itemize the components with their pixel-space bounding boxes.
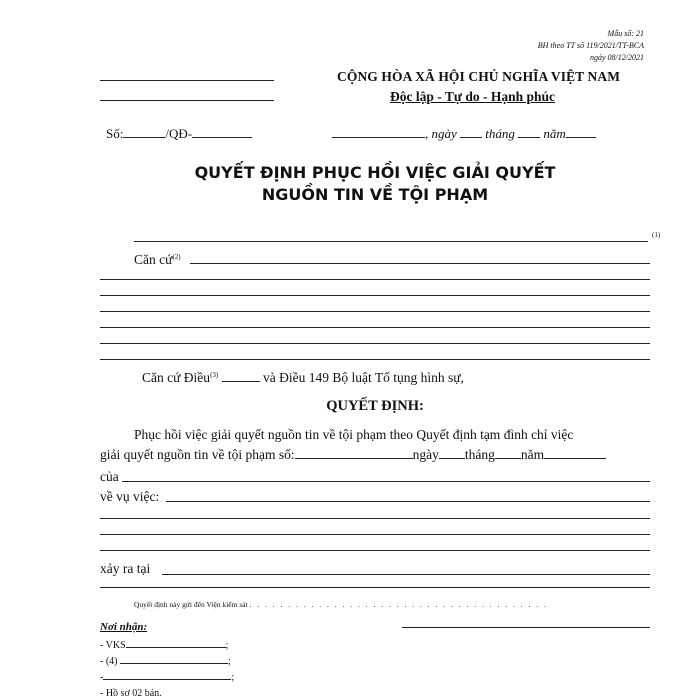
- form-number-line3: ngày 08/12/2021: [590, 53, 644, 62]
- date-thang: tháng: [485, 126, 515, 141]
- can-cu-text: Căn cứ: [134, 252, 173, 267]
- xay-ra-line-0: [162, 574, 650, 575]
- signature-line: [402, 627, 650, 628]
- decision-heading: QUYẾT ĐỊNH:: [326, 398, 424, 414]
- can-cu-line-2: [100, 295, 650, 296]
- nation-title: CỘNG HÒA XÃ HỘI CHỦ NGHĨA VIỆT NAM: [337, 69, 621, 84]
- vu-viec-line-1: [100, 518, 650, 519]
- recipient-3: - ;: [100, 672, 235, 683]
- paragraph-line-2: [100, 447, 606, 463]
- vu-viec-line-2: [100, 534, 650, 535]
- para-nam: năm: [520, 447, 545, 462]
- can-cu-dieu-text: Căn cứ Điều: [142, 370, 211, 385]
- note-2: (2): [172, 253, 181, 261]
- note-3: (3): [210, 371, 219, 379]
- date-nam: năm: [543, 126, 566, 141]
- recipient-1: - VKS ;: [100, 640, 229, 651]
- can-cu-label: [134, 252, 181, 268]
- recipient-2: - (4) ;: [100, 656, 231, 667]
- motto: Độc lập - Tự do - Hạnh phúc: [390, 89, 556, 104]
- can-cu-dieu-rest: và Điều 149 Bộ luật Tố tụng hình sự,: [262, 370, 464, 385]
- para-start: giải quyết nguồn tin về tội phạm số:: [100, 447, 295, 462]
- can-cu-dieu: [142, 370, 464, 386]
- ve-vu-viec-label: về vụ việc:: [100, 489, 160, 504]
- document-title-line2: NGUỒN TIN VỀ TỘI PHẠM: [261, 185, 489, 204]
- form-number-line2: BH theo TT số 119/2021/TT-BCA: [537, 41, 644, 50]
- can-cu-line-4: [100, 327, 650, 328]
- vu-viec-line-0: [166, 501, 650, 502]
- xay-ra-tai-label: xảy ra tại: [100, 561, 151, 576]
- so-label: Số:: [106, 126, 124, 141]
- form-number-line1: Mẫu số: 21: [607, 29, 644, 38]
- authority-line: [134, 241, 648, 242]
- note-1: (1): [652, 231, 661, 239]
- sent-to: Quyết định này gửi đến Viện kiểm sát . . . . . . . . . . . . . . . . . . . . . . . . . . . . . . . . . . . . . . .: [134, 600, 548, 609]
- recipients-title: Nơi nhận:: [100, 621, 148, 633]
- document-number: [106, 126, 252, 142]
- form-number: [538, 28, 644, 64]
- paragraph-line-1: Phục hồi việc giải quyết nguồn tin về tội phạm theo Quyết định tạm đình chỉ việc: [134, 427, 574, 442]
- recipient-4: - Hồ sơ 02 bản.: [100, 688, 162, 699]
- can-cu-line-5: [100, 343, 650, 344]
- para-thang: tháng: [464, 447, 495, 462]
- recipient-1-text: - VKS: [100, 640, 126, 651]
- can-cu-line-6: [100, 359, 650, 360]
- sent-to-text: Quyết định này gửi đến Viện kiểm sát: [134, 600, 248, 609]
- vu-viec-line-3: [100, 550, 650, 551]
- agency-line-1: [100, 80, 274, 81]
- can-cu-line-1: [100, 279, 650, 280]
- recipient-3-text: -: [100, 672, 104, 683]
- cua-label: của: [100, 469, 119, 484]
- recipient-2-text: - (4): [100, 656, 118, 667]
- qd-suffix: /QĐ-: [165, 126, 193, 141]
- date-ngay: ngày: [431, 126, 457, 141]
- document-date: , ngày tháng năm: [332, 126, 596, 142]
- document-title-line1: QUYẾT ĐỊNH PHỤC HỒI VIỆC GIẢI QUYẾT: [194, 163, 556, 182]
- para-ngay: ngày: [412, 447, 439, 462]
- can-cu-line-0: [190, 263, 650, 264]
- can-cu-line-3: [100, 311, 650, 312]
- agency-line-2: [100, 100, 274, 101]
- xay-ra-line-1: [100, 587, 650, 588]
- cua-line: [122, 481, 650, 482]
